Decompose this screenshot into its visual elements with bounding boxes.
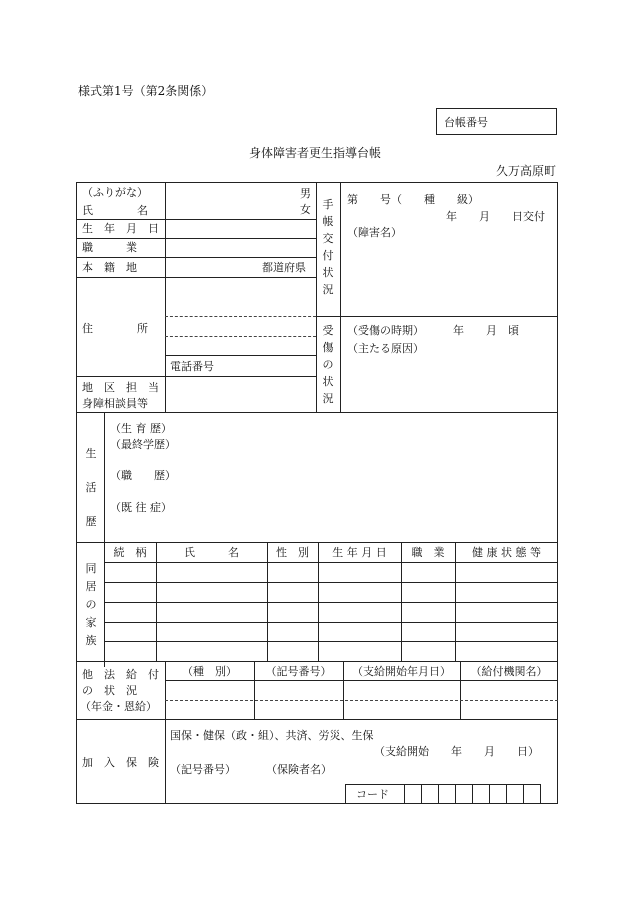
family-header-occupation: 職 業 <box>411 546 445 559</box>
address-label: 住 所 <box>82 322 148 335</box>
benefit-header-type: （種 別） <box>182 665 237 678</box>
injury-time-ym: 年 月 頃 <box>453 324 519 337</box>
district-label-1: 地 区 担 当 <box>82 381 159 394</box>
insurance-label: 加 入 保 険 <box>82 756 159 769</box>
family-vertical-label: 同居の家族 <box>85 562 97 647</box>
ledger-number-label: 台帳番号 <box>444 116 488 129</box>
name-label: 氏 名 <box>82 204 148 217</box>
education-label: （最終学歴） <box>110 438 176 451</box>
family-header-relation: 続 柄 <box>113 546 147 559</box>
other-benefits-label-1: 他 法 給 付 <box>82 668 159 681</box>
insurance-symbol-label: （記号番号） <box>170 763 236 776</box>
injury-cause-label: （主たる原因） <box>347 342 424 355</box>
handbook-number: 第 号（ 種 級） <box>347 193 479 206</box>
handbook-issued: 年 月 日交付 <box>446 210 545 223</box>
family-header-health: 健 康 状 態 等 <box>472 546 541 559</box>
page-title: 身体障害者更生指導台帳 <box>248 146 381 160</box>
insurer-name-label: （保険者名） <box>266 763 332 776</box>
family-header-birth: 生 年 月 日 <box>332 546 387 559</box>
other-benefits-label-3: （年金・恩給） <box>80 700 157 713</box>
insurance-types: 国保・健保（政・組）、共済、労災、生保 <box>170 729 374 742</box>
phone-label: 電話番号 <box>170 360 214 373</box>
benefit-header-symbol: （記号番号） <box>265 665 332 678</box>
birth-label: 生 年 月 日 <box>82 222 159 235</box>
injury-vertical-label: 受傷の状況 <box>322 324 334 405</box>
town-name: 久万高原町 <box>496 164 557 178</box>
handbook-vertical-label: 手帳交付状況 <box>322 198 334 296</box>
female-option[interactable]: 女 <box>300 203 311 216</box>
insurance-start: （支給開始 年 月 日） <box>374 745 539 758</box>
male-option[interactable]: 男 <box>300 187 311 200</box>
ledger-number-box[interactable] <box>436 108 557 135</box>
family-header-sex: 性 別 <box>276 546 309 559</box>
career-label: （職 歴） <box>110 469 176 482</box>
district-label-2: 身障相談員等 <box>82 397 148 410</box>
furigana-label: （ふりがな） <box>82 186 148 199</box>
prefecture-label: 都道府県 <box>262 261 306 274</box>
other-benefits-label-2: の 状 況 <box>82 684 137 697</box>
occupation-label: 職 業 <box>82 241 137 254</box>
benefit-header-start: （支給開始年月日） <box>352 665 451 678</box>
benefit-header-agency: （給付機関名） <box>470 665 548 678</box>
medical-history-label: （既 往 症） <box>110 501 172 514</box>
growth-history-label: （生 育 歴） <box>110 422 172 435</box>
domicile-label: 本 籍 地 <box>82 261 137 274</box>
disability-name-label: （障害名） <box>347 226 402 239</box>
history-vertical-label: 生活歴 <box>85 447 97 528</box>
form-number: 様式第1号（第2条関係） <box>78 84 214 98</box>
code-label: コード <box>356 788 389 801</box>
injury-time-label: （受傷の時期） <box>347 324 424 337</box>
family-header-name: 氏 名 <box>184 546 239 559</box>
